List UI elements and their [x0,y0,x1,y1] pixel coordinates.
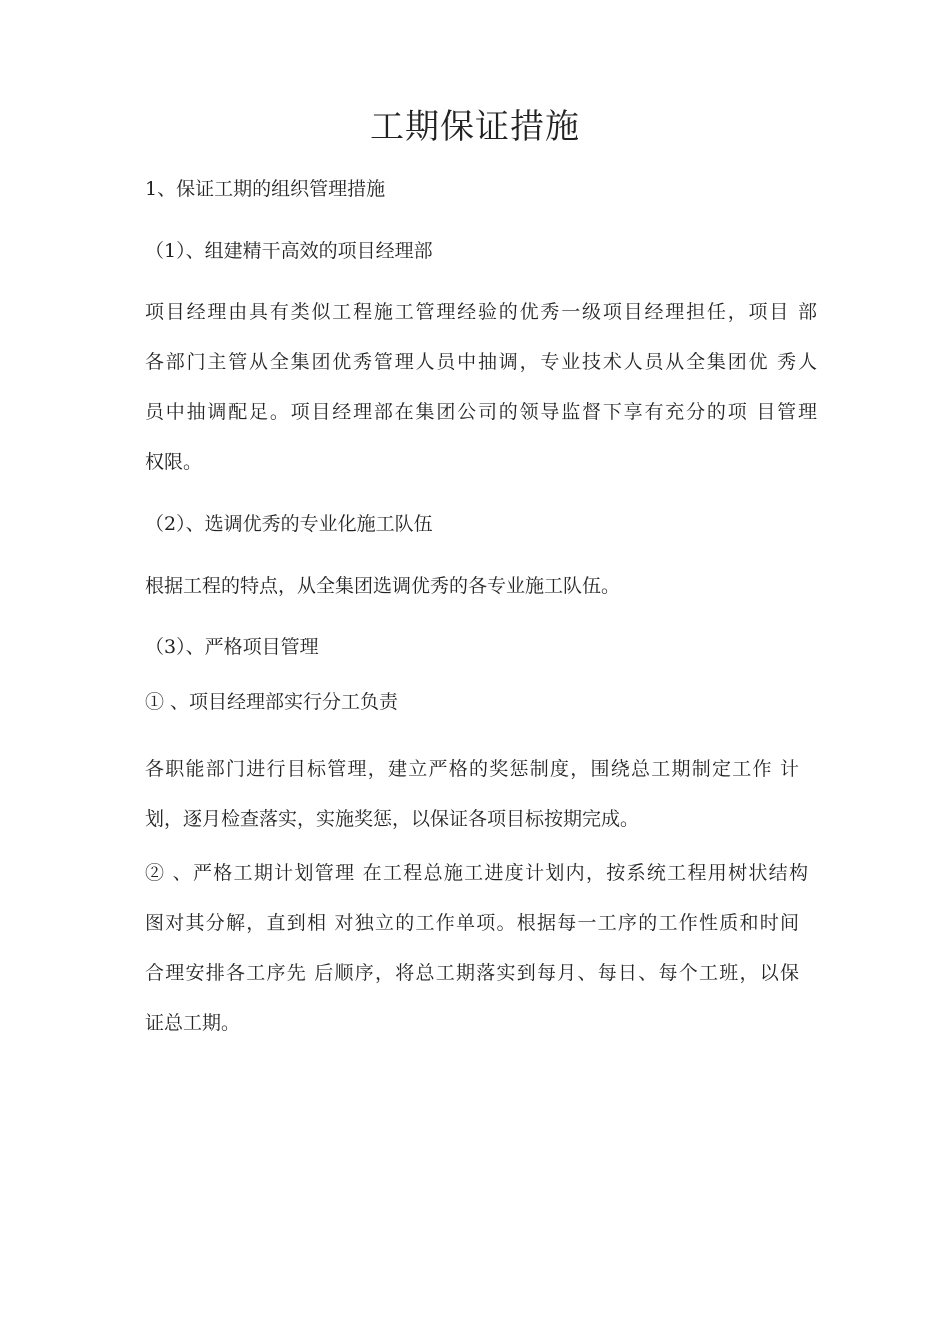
subsection-3-heading: （3）、严格项目管理 [145,636,319,658]
subsection-2-paragraph: 根据工程的特点，从全集团选调优秀的各专业施工队伍。 [145,575,621,597]
item-1-paragraph [145,756,817,856]
paragraph-line: 划，逐月检查落实，实施奖惩，以保证各项目标按期完成。 [145,808,640,830]
paragraph-line: ② 、严格工期计划管理 在工程总施工进度计划内，按系统工程用树状结构 [145,862,808,884]
section-1-heading: 1、保证工期的组织管理措施 [145,178,386,200]
document-title: 工期保证措施 [370,107,580,147]
paragraph-line: 证总工期。 [145,1012,241,1034]
item-1-heading: ① 、项目经理部实行分工负责 [145,691,399,713]
paragraph-line: 图对其分解，直到相 对独立的工作单项。根据每一工序的工作性质和时间 [145,912,799,934]
paragraph-line: 项目经理由具有类似工程施工管理经验的优秀一级项目经理担任，项目 部 [145,301,817,323]
paragraph-line: 员中抽调配足。项目经理部在集团公司的领导监督下享有充分的项 目管理 [145,401,817,423]
item-2-paragraph [145,860,817,1060]
subsection-2-heading: （2）、选调优秀的专业化施工队伍 [145,513,433,535]
paragraph-line: 各部门主管从全集团优秀管理人员中抽调，专业技术人员从全集团优 秀人 [145,351,817,373]
paragraph-line: 权限。 [145,451,203,473]
paragraph-line: 合理安排各工序先 后顺序，将总工期落实到每月、每日、每个工班，以保 [145,962,799,984]
subsection-1-paragraph [145,299,817,499]
subsection-1-heading: （1）、组建精干高效的项目经理部 [145,240,433,262]
paragraph-line: 各职能部门进行目标管理，建立严格的奖惩制度，围绕总工期制定工作 计 [145,758,799,780]
